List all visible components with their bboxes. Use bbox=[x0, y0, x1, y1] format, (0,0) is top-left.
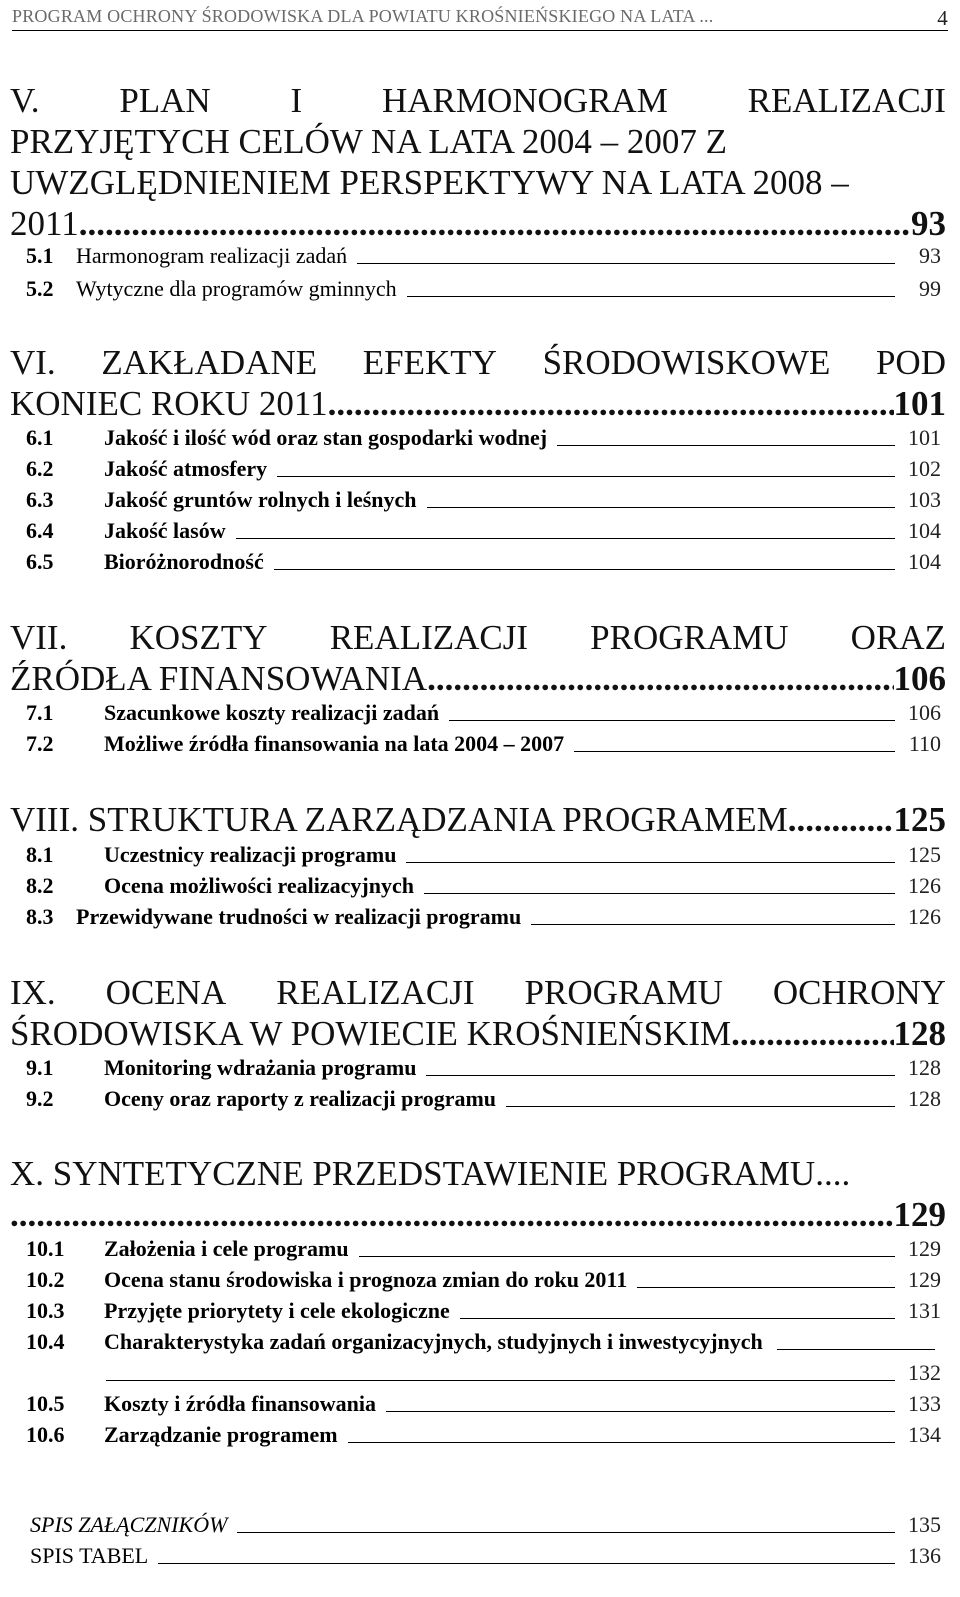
header-title: PROGRAM OCHRONY ŚRODOWISKA DLA POWIATU KROŚNIEŃSKIEGO NA LATA ... bbox=[12, 6, 714, 26]
entry-title: Założenia i cele programu bbox=[104, 1236, 349, 1261]
leader-dots bbox=[79, 203, 911, 244]
leader-line bbox=[274, 569, 895, 570]
toc-entry-10-3[interactable] bbox=[26, 1296, 941, 1324]
chap-word: HARMONOGRAM bbox=[381, 81, 668, 120]
entry-page: 128 bbox=[908, 1055, 941, 1080]
entry-number: 6.2 bbox=[26, 456, 54, 481]
entry-page: 125 bbox=[908, 842, 941, 867]
chap-word: OCENA bbox=[105, 973, 227, 1012]
entry-title: Bioróżnorodność bbox=[104, 549, 264, 574]
chap-word: PROGRAMU bbox=[524, 973, 723, 1012]
entry-page: 99 bbox=[919, 276, 941, 301]
toc-entry-6-1[interactable] bbox=[26, 423, 941, 451]
chapter-ix-line-2-text: ŚRODOWISKA W POWIECIE KROŚNIEŃSKIM bbox=[10, 1014, 732, 1053]
leader-line bbox=[637, 1287, 895, 1288]
chap-word: REALIZACJI bbox=[329, 618, 528, 657]
chap-word: VI. bbox=[10, 343, 56, 382]
entry-page: 103 bbox=[908, 487, 941, 512]
toc-entry-10-6[interactable] bbox=[26, 1420, 941, 1448]
entry-page: 132 bbox=[908, 1360, 941, 1385]
entry-title: Harmonogram realizacji zadań bbox=[76, 243, 348, 268]
chap-word: IX. bbox=[10, 973, 56, 1012]
entry-page: 134 bbox=[908, 1422, 941, 1447]
toc-entry-8-1[interactable] bbox=[26, 840, 941, 868]
entry-number: 6.4 bbox=[26, 518, 54, 543]
chap-word: VII. bbox=[10, 618, 68, 657]
entry-page: 126 bbox=[908, 873, 941, 898]
entry-number: 5.1 bbox=[26, 243, 54, 268]
toc-entry-6-2[interactable] bbox=[26, 454, 941, 482]
chapter-vii-line-1 bbox=[10, 617, 946, 658]
entry-title: Charakterystyka zadań organizacyjnych, studyjnych i inwestycyjnych bbox=[104, 1329, 763, 1354]
chapter-vii-line-2 bbox=[10, 658, 946, 699]
entry-number: 8.2 bbox=[26, 873, 54, 898]
toc-entry-7-1[interactable] bbox=[26, 698, 941, 726]
chap-word: POD bbox=[875, 343, 946, 382]
entry-page: 129 bbox=[908, 1267, 941, 1292]
entry-number: 10.6 bbox=[26, 1422, 65, 1447]
chapter-viii-heading[interactable] bbox=[10, 799, 946, 840]
chap-word: REALIZACJI bbox=[276, 973, 475, 1012]
chapter-ix-heading[interactable] bbox=[10, 972, 946, 1054]
toc-entry-8-2[interactable] bbox=[26, 871, 941, 899]
entry-title: Monitoring wdrażania programu bbox=[104, 1055, 417, 1080]
leader-line bbox=[106, 1380, 895, 1381]
toc-entry-9-2[interactable] bbox=[26, 1084, 941, 1112]
chapter-x-heading[interactable] bbox=[10, 1153, 946, 1235]
leader-line bbox=[557, 445, 895, 446]
leader-line bbox=[277, 476, 895, 477]
chap-word: ORAZ bbox=[850, 618, 946, 657]
toc-entry-5-2[interactable] bbox=[26, 274, 941, 302]
entry-page: 110 bbox=[908, 731, 941, 756]
leader-line bbox=[386, 1411, 895, 1412]
entry-title: Jakość gruntów rolnych i leśnych bbox=[104, 487, 417, 512]
leader-line bbox=[237, 1532, 895, 1533]
toc-entry-9-1[interactable] bbox=[26, 1053, 941, 1081]
entry-title: Możliwe źródła finansowania na lata 2004 – 2007 bbox=[104, 731, 565, 756]
entry-title: Ocena stanu środowiska i prognoza zmian do roku 2011 bbox=[104, 1267, 628, 1292]
leader-line bbox=[236, 538, 895, 539]
leader-dots bbox=[788, 799, 894, 840]
chapter-ix-page: 128 bbox=[893, 1014, 946, 1053]
entry-page: 129 bbox=[908, 1236, 941, 1261]
entry-number: 6.5 bbox=[26, 549, 54, 574]
header-page-number: 4 bbox=[937, 6, 948, 30]
chap-word: EFEKTY bbox=[362, 343, 497, 382]
chapter-vii-heading[interactable] bbox=[10, 617, 946, 699]
entry-title: Uczestnicy realizacji programu bbox=[104, 842, 397, 867]
entry-title: Szacunkowe koszty realizacji zadań bbox=[104, 700, 440, 725]
entry-number: 5.2 bbox=[26, 276, 54, 301]
entry-title: Jakość i ilość wód oraz stan gospodarki wodnej bbox=[104, 425, 548, 450]
chapter-ix-line-1 bbox=[10, 972, 946, 1013]
leader-line bbox=[460, 1318, 895, 1319]
leader-line bbox=[506, 1106, 895, 1107]
leader-line bbox=[424, 893, 895, 894]
chapter-ix-line-2 bbox=[10, 1013, 946, 1054]
leader-line bbox=[158, 1563, 895, 1564]
chapter-viii-line-1 bbox=[10, 799, 946, 840]
chapter-vii-page: 106 bbox=[893, 659, 946, 698]
leader-dots bbox=[731, 1013, 893, 1054]
entry-number: 8.1 bbox=[26, 842, 54, 867]
chapter-v-line-1 bbox=[10, 80, 946, 121]
leader-line bbox=[407, 296, 895, 297]
entry-title: Zarządzanie programem bbox=[104, 1422, 338, 1447]
entry-number: 7.2 bbox=[26, 731, 54, 756]
chap-word: REALIZACJI bbox=[747, 81, 946, 120]
entry-page: 126 bbox=[908, 904, 941, 929]
toc-entry-8-3[interactable] bbox=[26, 902, 941, 930]
entry-title: Wytyczne dla programów gminnych bbox=[76, 276, 397, 301]
chapter-viii-page: 125 bbox=[893, 800, 946, 839]
entry-page: 131 bbox=[908, 1298, 941, 1323]
toc-entry-table-list[interactable] bbox=[30, 1541, 941, 1569]
chapter-v-line-2: PRZYJĘTYCH CELÓW NA LATA 2004 – 2007 Z bbox=[10, 122, 727, 161]
entry-page: 133 bbox=[908, 1391, 941, 1416]
toc-entry-10-4-continuation[interactable] bbox=[106, 1358, 941, 1386]
leader-line bbox=[426, 1075, 895, 1076]
entry-title: Przyjęte priorytety i cele ekologiczne bbox=[104, 1298, 450, 1323]
entry-page: 106 bbox=[908, 700, 941, 725]
chapter-v-page: 93 bbox=[911, 204, 946, 243]
leader-dots bbox=[10, 1194, 894, 1235]
leader-line bbox=[449, 720, 895, 721]
entry-number: 10.1 bbox=[26, 1236, 65, 1261]
entry-number: 8.3 bbox=[26, 904, 54, 929]
leader-line bbox=[531, 924, 895, 925]
entry-page: 93 bbox=[919, 243, 941, 268]
chapter-x-line-1-text: X. SYNTETYCZNE PRZEDSTAWIENIE PROGRAMU.... bbox=[10, 1154, 851, 1193]
entry-number: 10.3 bbox=[26, 1298, 65, 1323]
toc-entry-5-1[interactable] bbox=[26, 241, 941, 269]
entry-title: Ocena możliwości realizacyjnych bbox=[104, 873, 414, 898]
entry-title: Koszty i źródła finansowania bbox=[104, 1391, 376, 1416]
entry-number: 9.2 bbox=[26, 1086, 54, 1111]
entry-number: 10.2 bbox=[26, 1267, 65, 1292]
chap-word: KOSZTY bbox=[129, 618, 268, 657]
chapter-v-line-4-text: 2011 bbox=[10, 204, 79, 243]
chapter-vi-heading[interactable] bbox=[10, 342, 946, 424]
leader-line bbox=[427, 507, 895, 508]
chapter-x-line-2 bbox=[10, 1194, 946, 1235]
entry-number: 10.4 bbox=[26, 1329, 65, 1354]
chapter-vii-line-2-text: ŹRÓDŁA FINANSOWANIA bbox=[10, 659, 428, 698]
toc-entry-10-1[interactable] bbox=[26, 1234, 941, 1262]
chapter-vi-line-1 bbox=[10, 342, 946, 383]
toc-entry-6-4[interactable] bbox=[26, 516, 941, 544]
leader-line bbox=[359, 1256, 895, 1257]
entry-title: Jakość atmosfery bbox=[104, 456, 268, 481]
entry-title: SPIS ZAŁĄCZNIKÓW bbox=[30, 1512, 228, 1537]
entry-title: Oceny oraz raporty z realizacji programu bbox=[104, 1086, 497, 1111]
entry-page: 104 bbox=[908, 549, 941, 574]
chapter-v-heading[interactable] bbox=[10, 80, 946, 244]
entry-title: Jakość lasów bbox=[104, 518, 226, 543]
page-header bbox=[12, 6, 948, 31]
leader-dots bbox=[427, 658, 893, 699]
chapter-x-line-1 bbox=[10, 1153, 946, 1194]
entry-number: 6.3 bbox=[26, 487, 54, 512]
chapter-vi-line-2 bbox=[10, 383, 946, 424]
chapter-viii-line-1-text: VIII. STRUKTURA ZARZĄDZANIA PROGRAMEM bbox=[10, 800, 788, 839]
chap-word: ŚRODOWISKOWE bbox=[542, 343, 831, 382]
entry-number: 9.1 bbox=[26, 1055, 54, 1080]
leader-dots bbox=[328, 383, 894, 424]
chap-word: V. bbox=[10, 81, 40, 120]
toc-entry-10-5[interactable] bbox=[26, 1389, 941, 1417]
toc-entry-6-3[interactable] bbox=[26, 485, 941, 513]
leader-line bbox=[348, 1442, 895, 1443]
chapter-vi-line-2-text: KONIEC ROKU 2011 bbox=[10, 384, 328, 423]
entry-page: 128 bbox=[908, 1086, 941, 1111]
entry-number: 10.5 bbox=[26, 1391, 65, 1416]
toc-entry-10-4[interactable] bbox=[26, 1327, 941, 1355]
chap-word: ZAKŁADANE bbox=[101, 343, 318, 382]
chapter-x-page: 129 bbox=[893, 1195, 946, 1234]
toc-entry-6-5[interactable] bbox=[26, 547, 941, 575]
toc-entry-appendix-list[interactable] bbox=[30, 1510, 941, 1538]
entry-title: Przewidywane trudności w realizacji programu bbox=[76, 904, 522, 929]
leader-line bbox=[777, 1349, 935, 1350]
chapter-v-line-4 bbox=[10, 203, 946, 244]
entry-page: 101 bbox=[908, 425, 941, 450]
chapter-vi-page: 101 bbox=[893, 384, 946, 423]
chap-word: PROGRAMU bbox=[590, 618, 789, 657]
chap-word: I bbox=[290, 81, 303, 120]
leader-line bbox=[574, 751, 895, 752]
entry-page: 135 bbox=[908, 1512, 941, 1537]
toc-entry-7-2[interactable] bbox=[26, 729, 941, 757]
entry-number: 6.1 bbox=[26, 425, 54, 450]
leader-line bbox=[406, 862, 895, 863]
chapter-v-line-3: UWZGLĘDNIENIEM PERSPEKTYWY NA LATA 2008 – bbox=[10, 163, 849, 202]
entry-page: 136 bbox=[908, 1543, 941, 1568]
chap-word: OCHRONY bbox=[772, 973, 946, 1012]
chap-word: PLAN bbox=[119, 81, 211, 120]
leader-line bbox=[357, 263, 895, 264]
entry-page: 102 bbox=[908, 456, 941, 481]
entry-title: SPIS TABEL bbox=[30, 1543, 149, 1568]
entry-number: 7.1 bbox=[26, 700, 54, 725]
entry-page: 104 bbox=[908, 518, 941, 543]
toc-entry-10-2[interactable] bbox=[26, 1265, 941, 1293]
